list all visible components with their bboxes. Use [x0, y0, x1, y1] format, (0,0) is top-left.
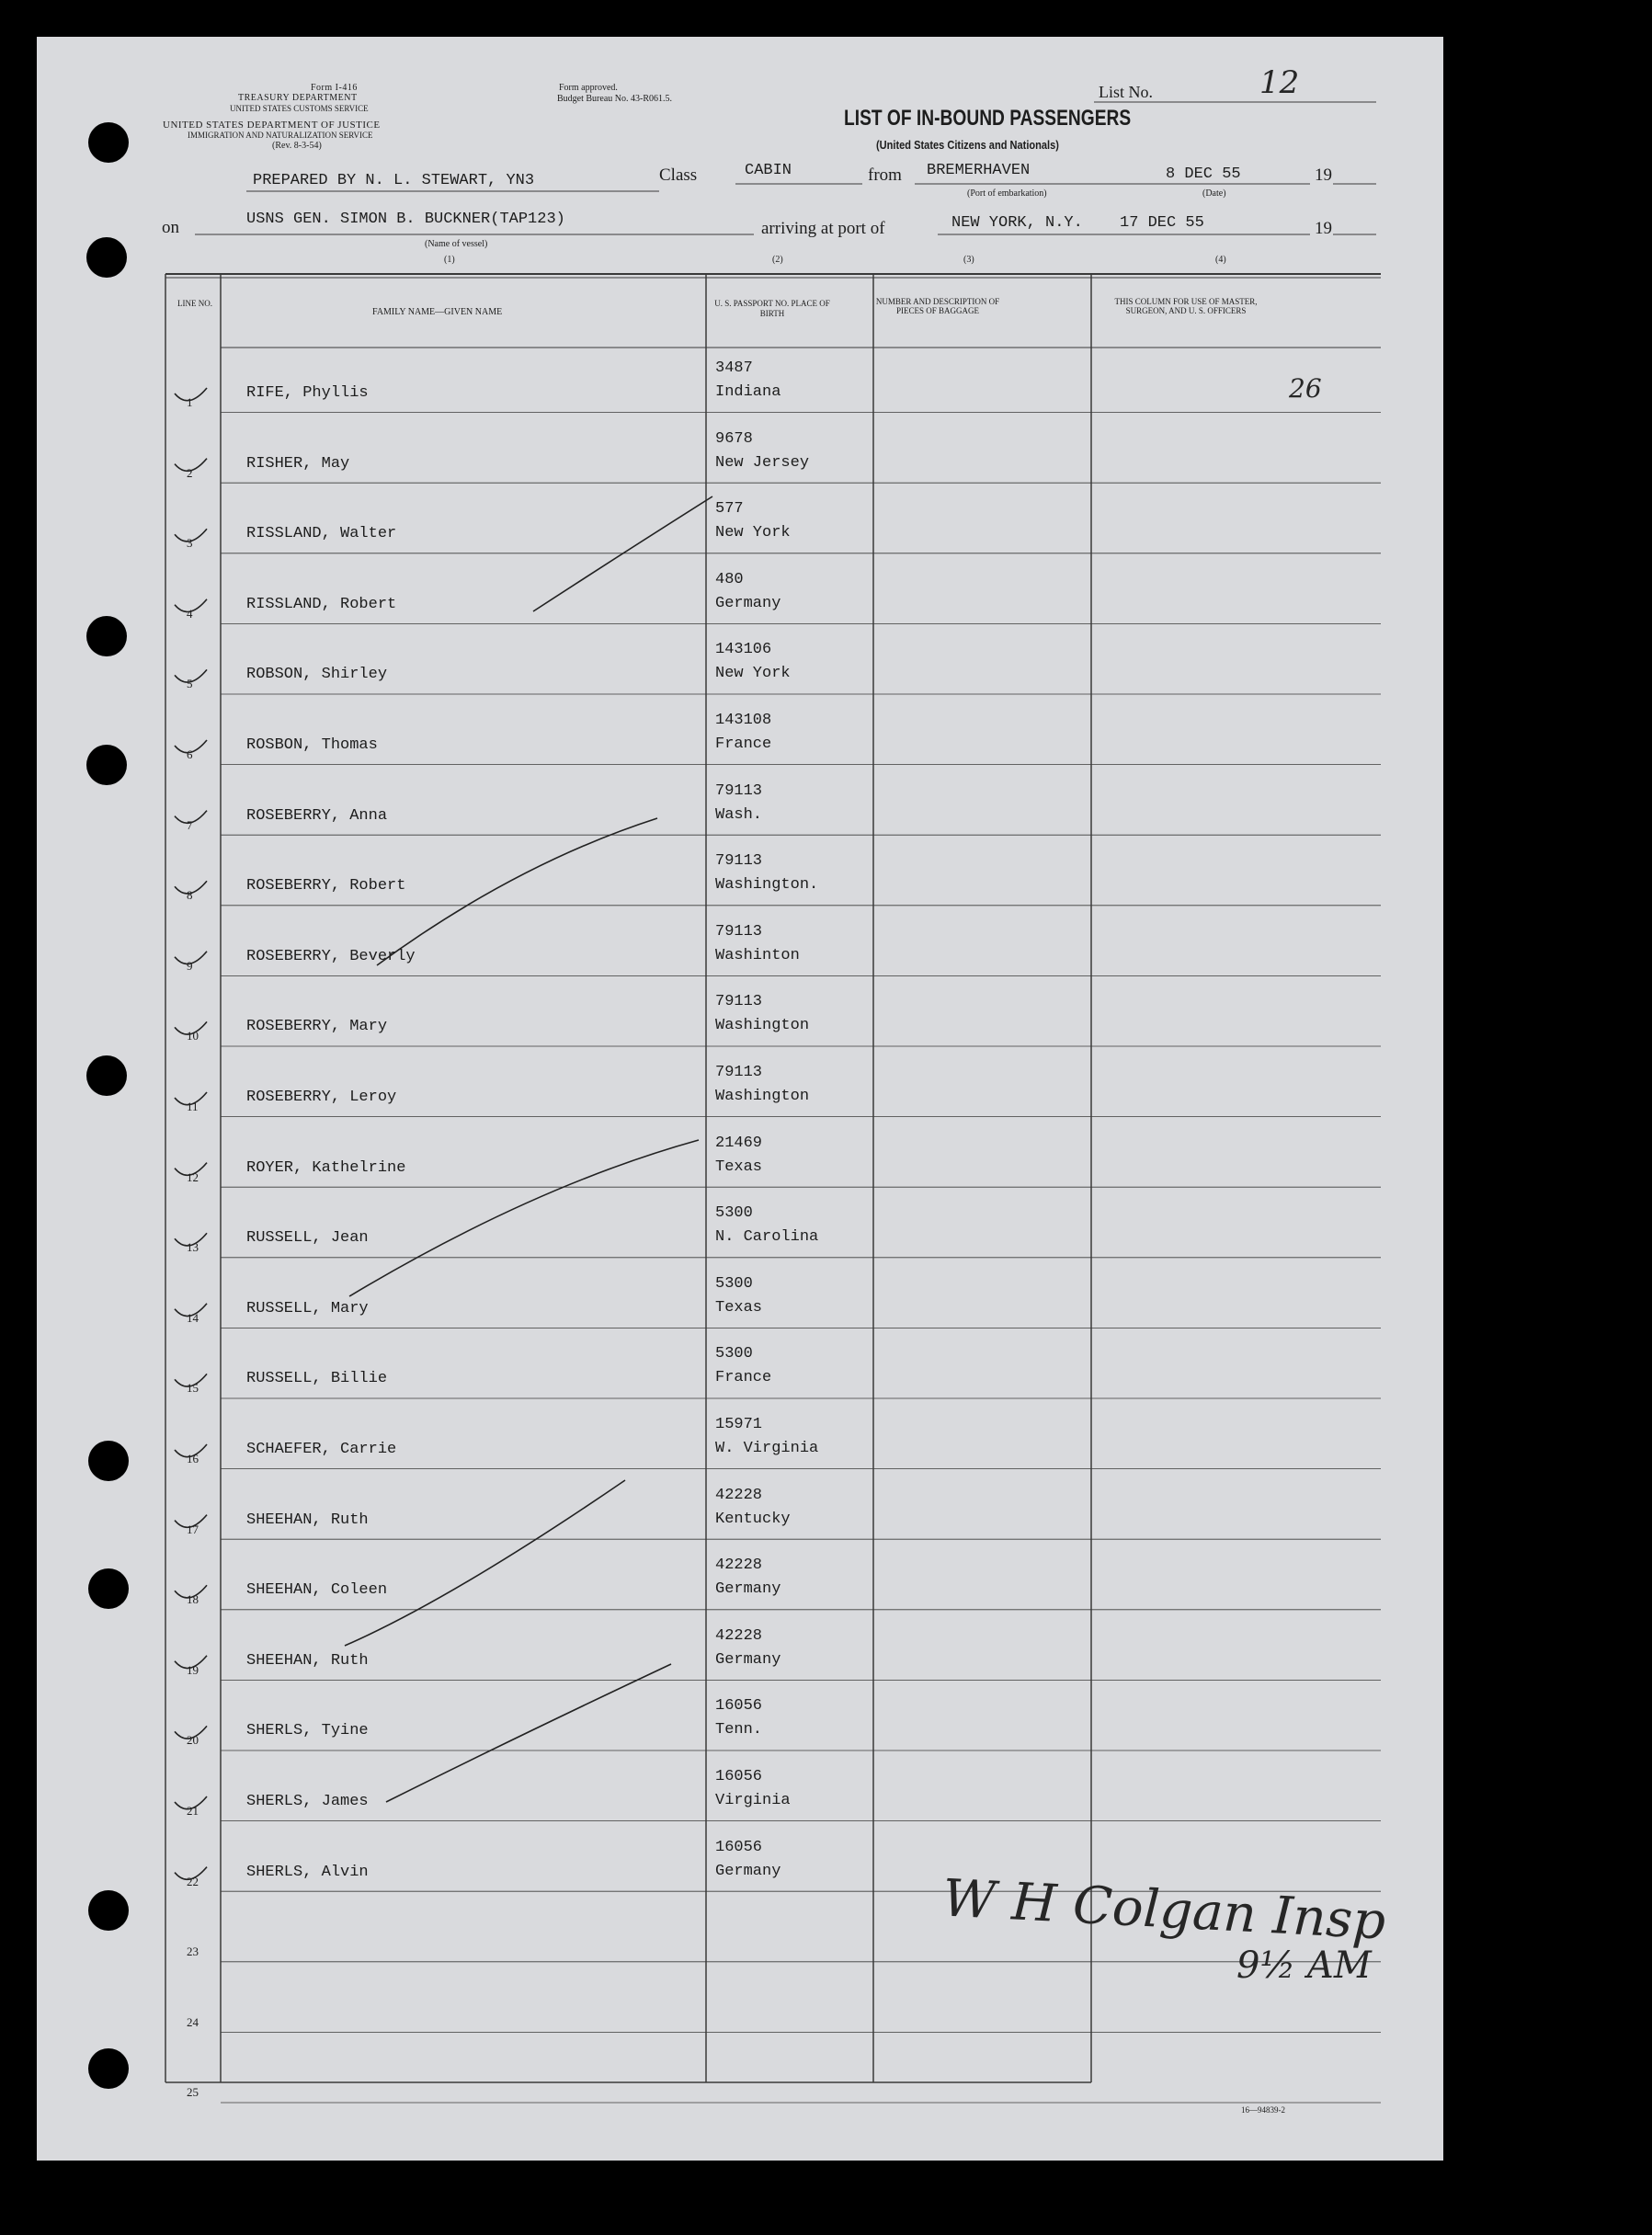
- line-number: 13: [187, 1240, 199, 1255]
- line-number: 20: [187, 1733, 199, 1748]
- passenger-name: RIFE, Phyllis: [246, 384, 369, 402]
- place-of-birth: Texas: [715, 1298, 763, 1317]
- passenger-list-sheet: [37, 37, 1443, 2161]
- line-number: 12: [187, 1169, 199, 1184]
- passport-number: 9678: [715, 429, 753, 448]
- row-check-mark: [175, 1515, 207, 1528]
- place-of-birth: Tenn.: [715, 1721, 763, 1739]
- place-of-birth: France: [715, 735, 772, 753]
- passenger-name: SCHAEFER, Carrie: [246, 1441, 397, 1458]
- place-of-birth: Virginia: [715, 1792, 791, 1809]
- row-check-mark: [175, 740, 207, 753]
- form-number: Form I-416: [311, 83, 358, 93]
- from-label: from: [868, 165, 902, 185]
- passport-number: 577: [715, 500, 744, 519]
- passenger-name: ROSEBERRY, Robert: [246, 877, 406, 895]
- arrival-date: 17 DEC 55: [1120, 214, 1204, 232]
- line-number: 4: [187, 606, 193, 621]
- passenger-name: ROSEBERRY, Beverly: [246, 947, 416, 965]
- place-of-birth: Texas: [715, 1157, 763, 1176]
- year-prefix-2: 19: [1315, 219, 1332, 238]
- row-check-mark: [175, 1092, 207, 1105]
- row-check-mark: [175, 811, 207, 824]
- passport-number: 79113: [715, 781, 763, 800]
- passenger-name: RISSLAND, Robert: [246, 595, 397, 613]
- row-check-mark: [175, 1867, 207, 1880]
- footer-code: 16—94839-2: [1241, 2105, 1285, 2115]
- place-of-birth: Wash.: [715, 805, 763, 824]
- row-check-mark: [175, 1233, 207, 1246]
- port-embark-caption: (Port of embarkation): [967, 188, 1047, 199]
- date-caption: (Date): [1202, 188, 1226, 199]
- row-check-mark: [175, 1656, 207, 1669]
- header-line-no: LINE NO.: [177, 299, 212, 308]
- passenger-name: SHEEHAN, Coleen: [246, 1581, 388, 1600]
- line-number: 17: [187, 1522, 199, 1536]
- place-of-birth: Germany: [715, 1580, 781, 1599]
- list-number: 12: [1259, 64, 1300, 101]
- passenger-name: RISSLAND, Walter: [246, 525, 397, 543]
- passenger-name: ROBSON, Shirley: [246, 666, 388, 684]
- page-title: LIST OF IN-BOUND PASSENGERS: [844, 106, 1132, 131]
- row-check-mark: [175, 1585, 207, 1598]
- col-ref-4: (4): [1215, 255, 1226, 265]
- line-number: 2: [187, 465, 193, 480]
- place-of-birth: New York: [715, 524, 791, 542]
- passport-number: 16056: [715, 1697, 763, 1716]
- port-of-embarkation: BREMERHAVEN: [927, 162, 1031, 179]
- passenger-name: ROSEBERRY, Mary: [246, 1018, 388, 1036]
- passenger-name: SHEEHAN, Ruth: [246, 1511, 369, 1529]
- page-subtitle: (United States Citizens and Nationals): [876, 138, 1059, 152]
- row-check-mark: [175, 952, 207, 964]
- row-check-mark: [175, 1726, 207, 1739]
- place-of-birth: Washington: [715, 1088, 810, 1105]
- class-label: Class: [659, 165, 698, 185]
- place-of-birth: New York: [715, 665, 791, 683]
- place-of-birth: Washington.: [715, 876, 819, 895]
- place-of-birth: Germany: [715, 1650, 781, 1669]
- line-number: 19: [187, 1662, 199, 1677]
- place-of-birth: Washington: [715, 1017, 810, 1035]
- passport-number: 5300: [715, 1204, 753, 1223]
- passenger-name: SHERLS, James: [246, 1793, 369, 1810]
- header-name: FAMILY NAME—GIVEN NAME: [372, 307, 503, 317]
- passenger-name: SHERLS, Alvin: [246, 1863, 369, 1881]
- row-check-mark: [175, 1444, 207, 1457]
- arriving-label: arriving at port of: [761, 219, 885, 238]
- row-check-mark: [175, 459, 207, 472]
- on-label: on: [162, 218, 179, 237]
- line-number: 5: [187, 677, 193, 691]
- passenger-name: SHEEHAN, Ruth: [246, 1651, 369, 1670]
- passenger-name: RISHER, May: [246, 454, 350, 473]
- passport-number: 3487: [715, 359, 753, 377]
- place-of-birth: New Jersey: [715, 453, 810, 472]
- passport-number: 79113: [715, 852, 763, 871]
- passenger-name: RUSSELL, Mary: [246, 1299, 369, 1317]
- line-number: 11: [187, 1100, 199, 1113]
- passport-number: 143108: [715, 712, 772, 729]
- line-number: 23: [187, 1944, 199, 1959]
- passport-number: 42228: [715, 1626, 763, 1645]
- customs-service: UNITED STATES CUSTOMS SERVICE: [230, 104, 369, 113]
- row-check-mark: [175, 669, 207, 682]
- passport-number: 15971: [715, 1416, 763, 1433]
- line-number: 10: [187, 1029, 199, 1043]
- line-number: 25: [187, 2085, 199, 2100]
- officer-note: 26: [1289, 373, 1322, 404]
- table-grid: [37, 37, 1443, 2161]
- place-of-birth: N. Carolina: [715, 1228, 819, 1247]
- check-stroke: [377, 818, 657, 965]
- row-check-mark: [175, 388, 207, 401]
- passenger-name: SHERLS, Tyine: [246, 1722, 369, 1740]
- passenger-name: ROSEBERRY, Anna: [246, 806, 388, 825]
- port-of-arrival: NEW YORK, N.Y.: [951, 214, 1083, 232]
- line-number: 24: [187, 2014, 199, 2029]
- embarkation-date: 8 DEC 55: [1166, 165, 1241, 183]
- line-number: 16: [187, 1452, 199, 1465]
- check-stroke: [345, 1480, 625, 1646]
- revision-date: (Rev. 8-3-54): [272, 141, 322, 151]
- col-ref-3: (3): [963, 255, 974, 265]
- passport-number: 16056: [715, 1838, 763, 1856]
- place-of-birth: France: [715, 1369, 772, 1387]
- row-check-mark: [175, 529, 207, 542]
- header-officers: THIS COLUMN FOR USE OF MASTER, SURGEON, AND U. S. OFFICERS: [1114, 297, 1258, 315]
- passport-number: 5300: [715, 1345, 753, 1363]
- passport-number: 79113: [715, 1064, 763, 1081]
- row-check-mark: [175, 881, 207, 894]
- line-number: 1: [187, 395, 193, 409]
- check-stroke: [386, 1664, 671, 1802]
- line-number: 7: [187, 817, 193, 832]
- passport-number: 42228: [715, 1486, 763, 1504]
- row-check-mark: [175, 1163, 207, 1176]
- place-of-birth: Germany: [715, 1862, 781, 1880]
- header-passport: U. S. PASSPORT NO. PLACE OF BIRTH: [714, 299, 830, 318]
- vessel-name: USNS GEN. SIMON B. BUCKNER(TAP123): [246, 211, 565, 228]
- place-of-birth: Washinton: [715, 946, 800, 964]
- passport-number: 143106: [715, 641, 772, 659]
- place-of-birth: Germany: [715, 594, 781, 612]
- line-number: 3: [187, 536, 193, 551]
- col-ref-1: (1): [444, 255, 455, 265]
- passport-number: 16056: [715, 1768, 763, 1785]
- row-check-mark: [175, 1374, 207, 1386]
- line-number: 18: [187, 1592, 199, 1607]
- passenger-name: RUSSELL, Jean: [246, 1229, 369, 1248]
- col-ref-2: (2): [772, 255, 783, 265]
- passport-number: 5300: [715, 1274, 753, 1293]
- row-check-mark: [175, 1304, 207, 1317]
- year-prefix: 19: [1315, 165, 1332, 185]
- form-approved: Form approved.: [559, 83, 618, 93]
- passenger-name: ROYER, Kathelrine: [246, 1158, 406, 1177]
- line-number: 8: [187, 888, 193, 903]
- passenger-name: RUSSELL, Billie: [246, 1370, 388, 1388]
- passport-number: 21469: [715, 1134, 763, 1152]
- row-check-mark: [175, 1021, 207, 1034]
- check-stroke: [533, 496, 712, 611]
- justice-dept: UNITED STATES DEPARTMENT OF JUSTICE: [163, 120, 381, 131]
- row-check-mark: [175, 1796, 207, 1809]
- line-number: 9: [187, 958, 193, 973]
- class-value: CABIN: [745, 162, 792, 179]
- list-number-label: List No.: [1099, 83, 1154, 101]
- passport-number: 79113: [715, 922, 763, 941]
- line-number: 15: [187, 1381, 199, 1396]
- passport-number: 480: [715, 570, 744, 588]
- budget-bureau: Budget Bureau No. 43-R061.5.: [557, 94, 672, 104]
- header-baggage: NUMBER AND DESCRIPTION OF PIECES OF BAGGAGE: [875, 297, 1000, 315]
- inspector-signature: W H Colgan Insp: [940, 1868, 1387, 1952]
- passenger-name: ROSEBERRY, Leroy: [246, 1089, 397, 1106]
- place-of-birth: Indiana: [715, 383, 781, 401]
- vessel-caption: (Name of vessel): [425, 239, 488, 249]
- line-number: 6: [187, 747, 193, 761]
- passport-number: 42228: [715, 1557, 763, 1575]
- ins-service: IMMIGRATION AND NATURALIZATION SERVICE: [188, 131, 373, 140]
- prepared-by: PREPARED BY N. L. STEWART, YN3: [253, 172, 535, 189]
- line-number: 14: [187, 1310, 199, 1325]
- line-number: 21: [187, 1804, 199, 1818]
- place-of-birth: Kentucky: [715, 1510, 791, 1528]
- treasury-dept: TREASURY DEPARTMENT: [238, 93, 358, 103]
- place-of-birth: W. Virginia: [715, 1440, 819, 1457]
- check-stroke: [349, 1140, 699, 1296]
- passport-number: 79113: [715, 993, 763, 1011]
- passenger-name: ROSBON, Thomas: [246, 736, 378, 754]
- inspection-time: 9½ AM: [1236, 1944, 1372, 1987]
- row-check-mark: [175, 599, 207, 612]
- line-number: 22: [187, 1874, 199, 1888]
